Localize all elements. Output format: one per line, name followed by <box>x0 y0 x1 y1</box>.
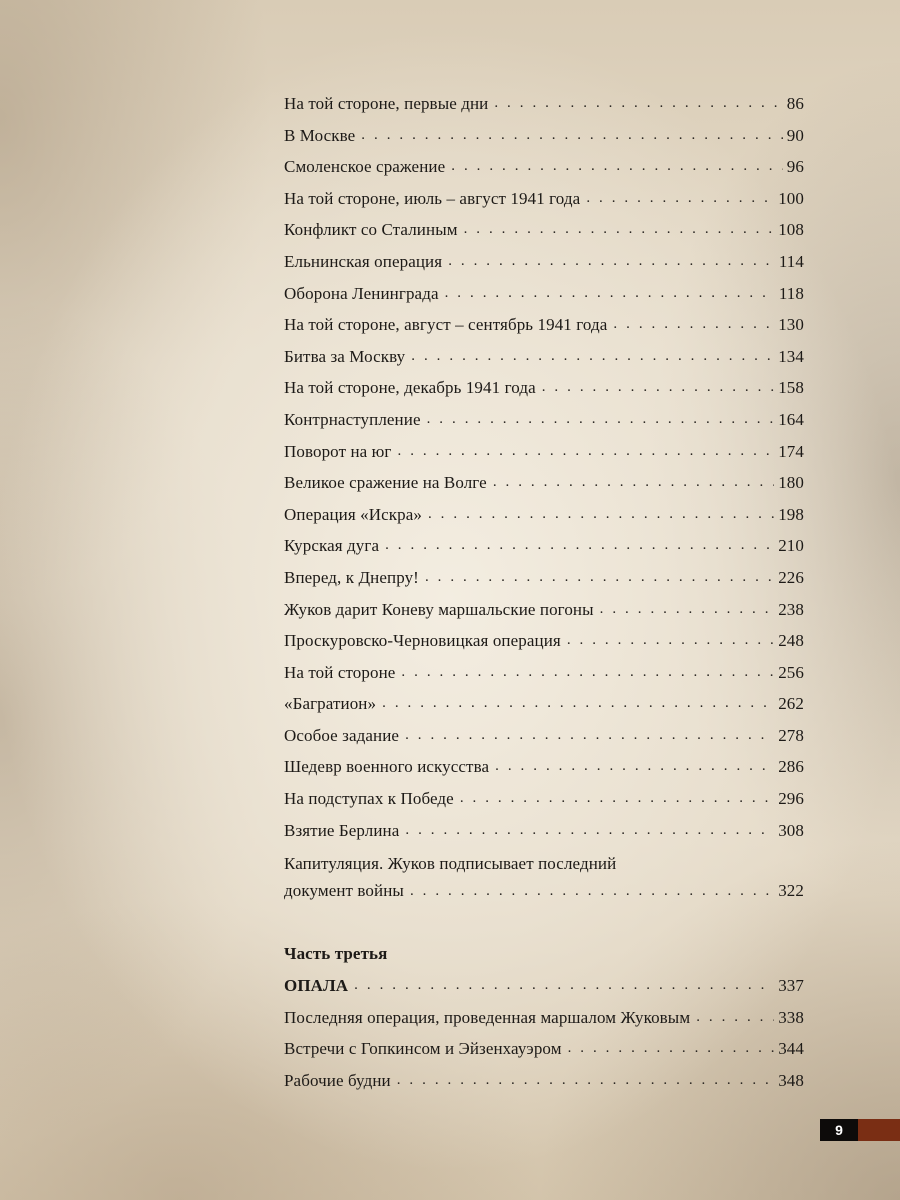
toc-entry-title: Шедевр военного искусства <box>284 757 490 777</box>
toc-entry-title: На той стороне, август – сентябрь 1941 года <box>284 315 608 335</box>
dot-leader <box>451 151 783 183</box>
toc-entry-page: 90 <box>786 125 804 145</box>
toc-entry-page: 296 <box>778 789 804 809</box>
toc-entry-page: 210 <box>778 536 804 556</box>
page-number-accent-bar <box>858 1119 900 1141</box>
toc-entry-title: Проскуровско-Черновицкая операция <box>284 631 561 651</box>
toc-entry[interactable] <box>284 341 804 373</box>
dot-leader <box>410 877 774 905</box>
toc-entry-title: Курская дуга <box>284 536 380 556</box>
toc-entry-page: 118 <box>778 283 804 303</box>
toc-entry-title: Поворот на юг <box>284 441 392 461</box>
toc-entry[interactable] <box>284 151 804 183</box>
toc-entry-title: Жуков дарит Коневу маршальские погоны <box>284 599 594 619</box>
dot-leader <box>448 246 775 278</box>
toc-entry-page: 338 <box>778 1007 804 1027</box>
toc-entry[interactable] <box>284 1002 804 1034</box>
toc-entry[interactable] <box>284 594 804 626</box>
toc-entry[interactable] <box>284 404 804 436</box>
toc-entry-page: 174 <box>778 441 804 461</box>
toc-entry-page: 180 <box>778 473 804 493</box>
toc-entry-page: 337 <box>778 976 804 996</box>
toc-entry-title: Рабочие будни <box>284 1071 391 1091</box>
toc-entry-page: 286 <box>778 757 804 777</box>
toc-entry[interactable] <box>284 815 804 847</box>
dot-leader <box>464 214 775 246</box>
toc-entry-title-line2: документ войны <box>284 881 404 901</box>
toc-entry[interactable] <box>284 562 804 594</box>
toc-entry-page: 108 <box>778 220 804 240</box>
toc-entry-page: 130 <box>778 315 804 335</box>
dot-leader <box>445 278 775 310</box>
table-of-contents <box>284 88 804 1097</box>
dot-leader <box>405 720 774 752</box>
toc-entry[interactable] <box>284 183 804 215</box>
toc-entry-title: На той стороне, июль – август 1941 года <box>284 188 581 208</box>
toc-entry[interactable] <box>284 88 804 120</box>
dot-leader <box>495 751 774 783</box>
dot-leader <box>425 562 774 594</box>
page-number-badge: 9 <box>820 1119 858 1141</box>
dot-leader <box>493 467 774 499</box>
toc-entry-title: Великое сражение на Волге <box>284 473 487 493</box>
toc-entry-title: Взятие Берлина <box>284 820 400 840</box>
toc-entry-title: Битва за Москву <box>284 346 406 366</box>
toc-entry[interactable] <box>284 720 804 752</box>
toc-entry[interactable] <box>284 436 804 468</box>
dot-leader <box>586 183 774 215</box>
toc-entry-title: «Багратион» <box>284 694 377 714</box>
toc-entry[interactable] <box>284 625 804 657</box>
toc-entry[interactable] <box>284 246 804 278</box>
dot-leader <box>613 309 774 341</box>
toc-entry-page: 322 <box>778 881 804 901</box>
toc-entry-title: Смоленское сражение <box>284 157 446 177</box>
toc-entry-page: 86 <box>786 94 804 113</box>
toc-entry-page: 96 <box>786 157 804 177</box>
toc-entry[interactable] <box>284 309 804 341</box>
toc-entry-title: На той стороне, первые дни <box>284 94 489 113</box>
dot-leader <box>401 657 774 689</box>
dot-leader <box>382 688 774 720</box>
toc-entry[interactable] <box>284 657 804 689</box>
part-label: Часть третья <box>284 944 388 964</box>
toc-entry-page: 134 <box>778 346 804 366</box>
toc-entry-page: 164 <box>778 409 804 429</box>
toc-entry-title: В Москве <box>284 125 356 145</box>
toc-entry-page: 278 <box>778 725 804 745</box>
toc-entry-page: 308 <box>778 820 804 840</box>
toc-entry[interactable] <box>284 1033 804 1065</box>
dot-leader <box>428 499 774 531</box>
toc-entry-page: 198 <box>778 504 804 524</box>
toc-entry[interactable] <box>284 751 804 783</box>
toc-entry-title: Оборона Ленинграда <box>284 283 439 303</box>
dot-leader <box>361 120 783 152</box>
toc-entry-title: Последняя операция, проведенная маршалом Жуковым <box>284 1007 691 1027</box>
toc-entry-page: 226 <box>778 567 804 587</box>
toc-entry-page: 256 <box>778 662 804 682</box>
dot-leader <box>405 815 774 847</box>
dot-leader <box>385 530 774 562</box>
toc-entry-page: 100 <box>778 188 804 208</box>
dot-leader <box>568 1033 775 1065</box>
toc-entry-title: На той стороне <box>284 662 396 682</box>
toc-entry[interactable] <box>284 214 804 246</box>
toc-entry-page: 344 <box>778 1039 804 1059</box>
toc-entry-title: На той стороне, декабрь 1941 года <box>284 378 536 398</box>
toc-entry-title: Особое задание <box>284 725 400 745</box>
toc-entry-page: 114 <box>778 251 804 271</box>
toc-part-heading-title: ОПАЛА <box>284 976 349 996</box>
toc-entry[interactable] <box>284 372 804 404</box>
toc-entry[interactable] <box>284 120 804 152</box>
toc-entry-page: 238 <box>778 599 804 619</box>
toc-entry-title: Встречи с Гопкинсом и Эйзенхауэром <box>284 1039 562 1059</box>
toc-entry[interactable] <box>284 499 804 531</box>
dot-leader <box>567 625 774 657</box>
toc-entry-page: 248 <box>778 631 804 651</box>
dot-leader <box>600 594 775 626</box>
dot-leader <box>460 783 774 815</box>
toc-part-heading[interactable] <box>284 970 804 1002</box>
dot-leader <box>542 372 774 404</box>
toc-entry[interactable] <box>284 1065 804 1097</box>
dot-leader <box>411 341 774 373</box>
dot-leader <box>397 1065 774 1097</box>
toc-entry[interactable] <box>284 783 804 815</box>
toc-entry-title: Конфликт со Сталиным <box>284 220 458 240</box>
dot-leader <box>398 436 775 468</box>
toc-entry[interactable] <box>284 530 804 562</box>
toc-entry-title: Вперед, к Днепру! <box>284 567 419 587</box>
toc-entry[interactable] <box>284 467 804 499</box>
dot-leader <box>427 404 775 436</box>
toc-entry-page: 158 <box>778 378 804 398</box>
toc-entry[interactable] <box>284 688 804 720</box>
toc-entry-title: На подступах к Победе <box>284 789 454 809</box>
dot-leader <box>494 88 782 120</box>
toc-entry-title-line1: Капитуляция. Жуков подписывает последний <box>284 854 617 874</box>
dot-leader <box>354 970 774 1002</box>
dot-leader <box>696 1002 774 1034</box>
toc-entry-page: 348 <box>778 1071 804 1091</box>
toc-entry-title: Ельнинская операция <box>284 251 443 271</box>
toc-entry-page: 262 <box>778 694 804 714</box>
toc-entry-title: Операция «Искра» <box>284 504 422 524</box>
toc-entry[interactable] <box>284 278 804 310</box>
toc-entry-title: Контрнаступление <box>284 409 421 429</box>
toc-entry-capitulation[interactable] <box>284 852 804 906</box>
